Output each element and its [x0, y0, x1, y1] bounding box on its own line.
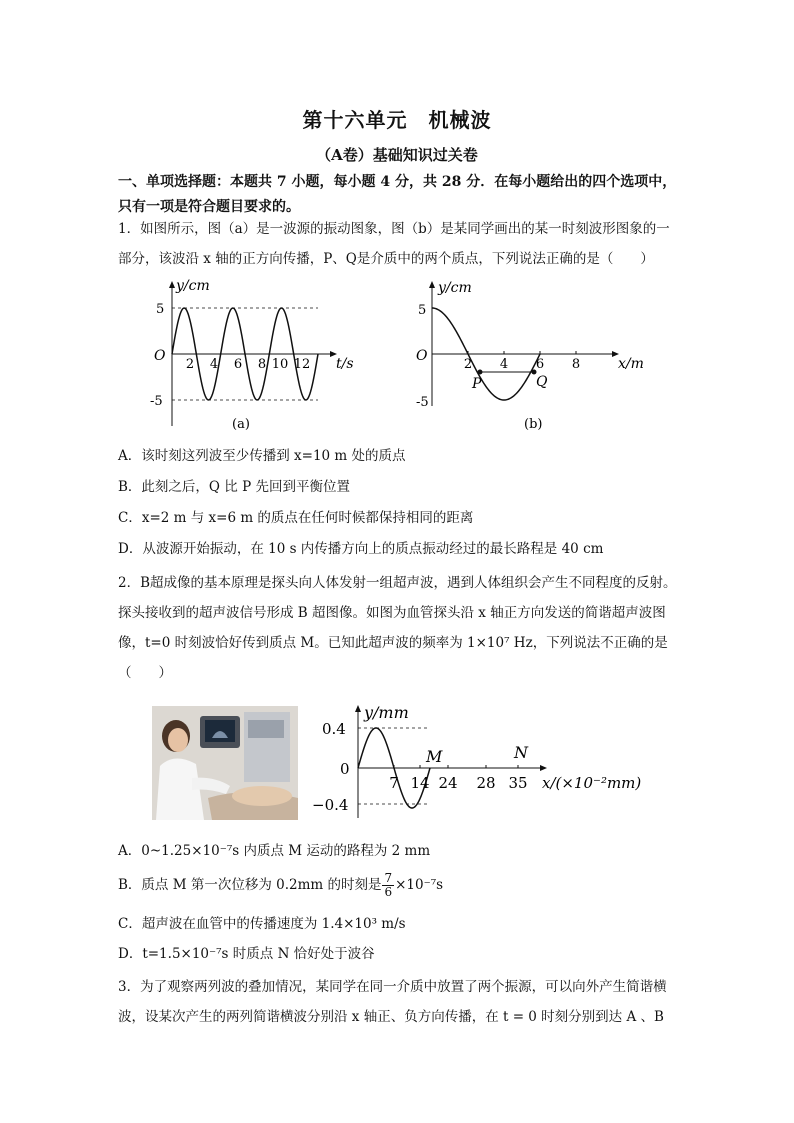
question-2-text: 2．B超成像的基本原理是探头向人体发射一组超声波，遇到人体组织会产生不同程度的反射。探头接收到的超声波信号形成 B 超图像。如图为血管探头沿 x 轴正方向发送的简谐超声波图像，t=0 时刻波恰好传到质点 M。已知此超声波的频率为 1×10⁷ Hz，下列说法不正确的是（ ）: [118, 575, 677, 681]
page-title: 第十六单元 机械波: [302, 108, 492, 132]
figure-1a: [140, 276, 360, 436]
page-subtitle: （A卷）基础知识过关卷: [316, 146, 478, 164]
fig2-ytick-zero: 0: [340, 760, 350, 778]
fig1a-xlabel: t/s: [336, 356, 354, 372]
fig2-label-n: N: [514, 743, 528, 762]
q2-option-d: D．t=1.5×10⁻⁷s 时质点 N 恰好处于波谷: [118, 946, 375, 962]
fig1a-caption: (a): [232, 417, 250, 432]
fig1b-ytick-neg5: -5: [416, 395, 429, 410]
q1-option-d: D．从波源开始振动，在 10 s 内传播方向上的质点振动经过的最长路程是 40 cm: [118, 541, 604, 557]
fig1b-xtick-2: 2: [463, 357, 473, 372]
fig1a-ylabel: y/cm: [176, 278, 210, 294]
fig1a-xtick-12: 12: [293, 357, 311, 372]
fig1a-ytick-5: 5: [156, 302, 165, 317]
fig1a-ytick-neg5: -5: [150, 394, 163, 409]
q2-option-b-fraction: $\frac{7}{6}$: [384, 871, 393, 899]
fig2-label-m: M: [426, 747, 443, 766]
q1-option-a: A．该时刻这列波至少传播到 x=10 m 处的质点: [118, 448, 406, 464]
figure-2: [306, 700, 658, 826]
q2-option-b: [118, 870, 678, 900]
section-heading: 一、单项选择题：本题共 7 小题，每小题 4 分，共 28 分．在每小题给出的四个选项中，只有一项是符合题目要求的。: [118, 174, 677, 215]
ultrasound-photo: [152, 706, 298, 820]
q1-option-c: C．x=2 m 与 x=6 m 的质点在任何时候都保持相同的距离: [118, 510, 474, 526]
q2-option-c: C．超声波在血管中的传播速度为 1.4×10³ m/s: [118, 916, 406, 932]
q2-option-b-before: B．质点 M 第一次位移为 0.2mm 的时刻是: [118, 877, 382, 893]
fig1b-caption: (b): [524, 417, 543, 432]
question-3-text: 3．为了观察两列波的叠加情况，某同学在同一介质中放置了两个振源，可以向外产生简谐横波，设某次产生的两列简谐横波分别沿 x 轴正、负方向传播，在 t = 0 时刻分别到达 A 、B: [118, 979, 667, 1025]
question-1-text: 1．如图所示，图（a）是一波源的振动图象，图（b）是某同学画出的某一时刻波形图象的一部分，该波沿 x 轴的正方向传播，P、Q是介质中的两个质点，下列说法正确的是（ ）: [118, 221, 670, 267]
fig1a-xtick-2: 2: [185, 357, 195, 372]
fig1b-origin: O: [416, 348, 428, 364]
fig2-xtick-35: 35: [508, 774, 528, 792]
fig1b-ytick-5: 5: [418, 303, 427, 318]
fig1b-ylabel: y/cm: [438, 280, 472, 296]
fig2-xtick-14: 14: [410, 774, 430, 792]
fig1b-xtick-6: 6: [535, 357, 545, 372]
fig2-xtick-24: 24: [438, 774, 458, 792]
fig2-ylabel: y/mm: [364, 703, 409, 722]
fig1b-xtick-8: 8: [571, 357, 581, 372]
fig2-xtick-28: 28: [476, 774, 496, 792]
q2-option-a: A．0~1.25×10⁻⁷s 内质点 M 运动的路程为 2 mm: [118, 843, 431, 859]
fig1b-xlabel: x/m: [618, 356, 644, 372]
q1-option-b: B．此刻之后，Q 比 P 先回到平衡位置: [118, 479, 350, 495]
figure-1b: [412, 276, 652, 436]
fig1a-xtick-4: 4: [209, 357, 219, 372]
fig1b-point-p: [478, 370, 483, 375]
fig1a-origin: O: [154, 348, 166, 364]
fig1b-xtick-4: 4: [499, 357, 509, 372]
q2-option-b-after: ×10⁻⁷s: [395, 877, 444, 893]
fig2-ytick-bottom: −0.4: [312, 796, 349, 814]
fig1a-xtick-6: 6: [233, 357, 243, 372]
fig2-xlabel: x/(×10⁻²mm): [542, 774, 642, 792]
fig1a-xtick-8: 8: [257, 357, 267, 372]
fig1a-xtick-10: 10: [271, 357, 289, 372]
fig1b-label-q: Q: [536, 374, 548, 390]
fig2-xtick-7: 7: [389, 774, 399, 792]
fig2-ytick-top: 0.4: [322, 720, 346, 738]
fig1b-label-p: P: [472, 376, 482, 392]
